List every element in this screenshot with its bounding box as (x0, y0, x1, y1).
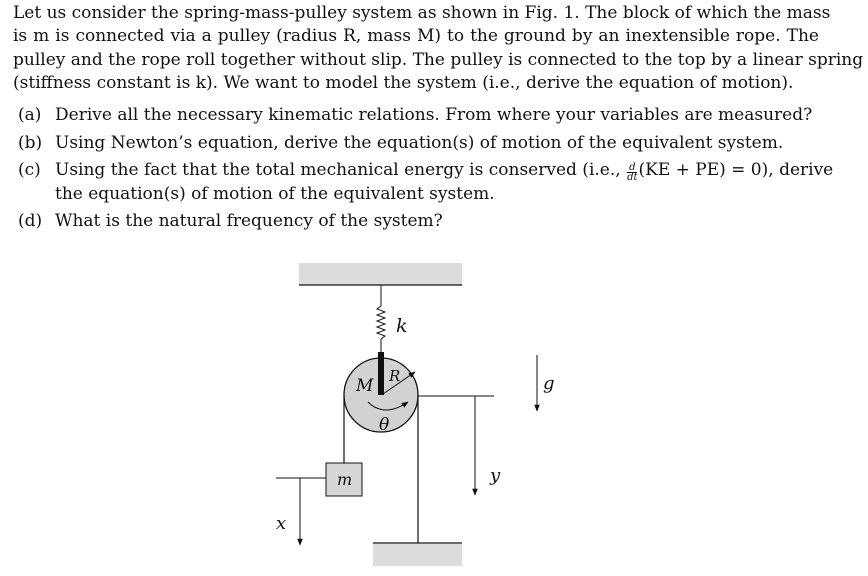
angle-label: θ (379, 415, 390, 435)
intro-line-2: is m is connected via a pulley (radius R, mass M) to the ground by an inextensible rope. The (13, 26, 819, 47)
y-label: y (490, 465, 501, 486)
fraction-denominator: dt (627, 172, 638, 183)
question-a-label: (a) (18, 105, 42, 125)
question-d-label: (d) (18, 211, 43, 231)
question-b-text: Using Newton’s equation, derive the equation(s) of motion of the equivalent system. (55, 132, 784, 153)
question-a-text: Derive all the necessary kinematic relations. From where your variables are measured? (55, 105, 813, 125)
block-label: m (337, 470, 353, 489)
question-c-text-post: (KE + PE) = 0), derive (638, 160, 834, 180)
fraction-numerator: d (627, 163, 637, 173)
radius-label: R (389, 367, 401, 385)
question-c-line-2: the equation(s) of motion of the equivalent system. (55, 183, 495, 204)
intro-line-1: Let us consider the spring-mass-pulley system as shown in Fig. 1. The block of which the mass (13, 3, 831, 23)
pulley-mass-label: M (356, 376, 374, 396)
question-c-text-pre: Using the fact that the total mechanical energy is conserved (i.e., (55, 160, 621, 180)
question-d-text: What is the natural frequency of the system? (55, 211, 443, 231)
intro-line-4: (stiffness constant is k). We want to model the system (i.e., derive the equation of motion). (13, 72, 794, 93)
x-label: x (276, 513, 287, 534)
spring-mount-bar (378, 352, 384, 395)
question-b-label: (b) (18, 132, 43, 153)
ground-hatch (373, 544, 462, 566)
spring-label: k (396, 315, 408, 337)
ceiling-hatch (299, 263, 462, 285)
intro-line-3: pulley and the rope roll together without slip. The pulley is connected to the top by a linear spring (13, 49, 864, 70)
question-c-label: (c) (18, 160, 41, 180)
gravity-label: g (543, 373, 555, 394)
spring (377, 285, 385, 352)
